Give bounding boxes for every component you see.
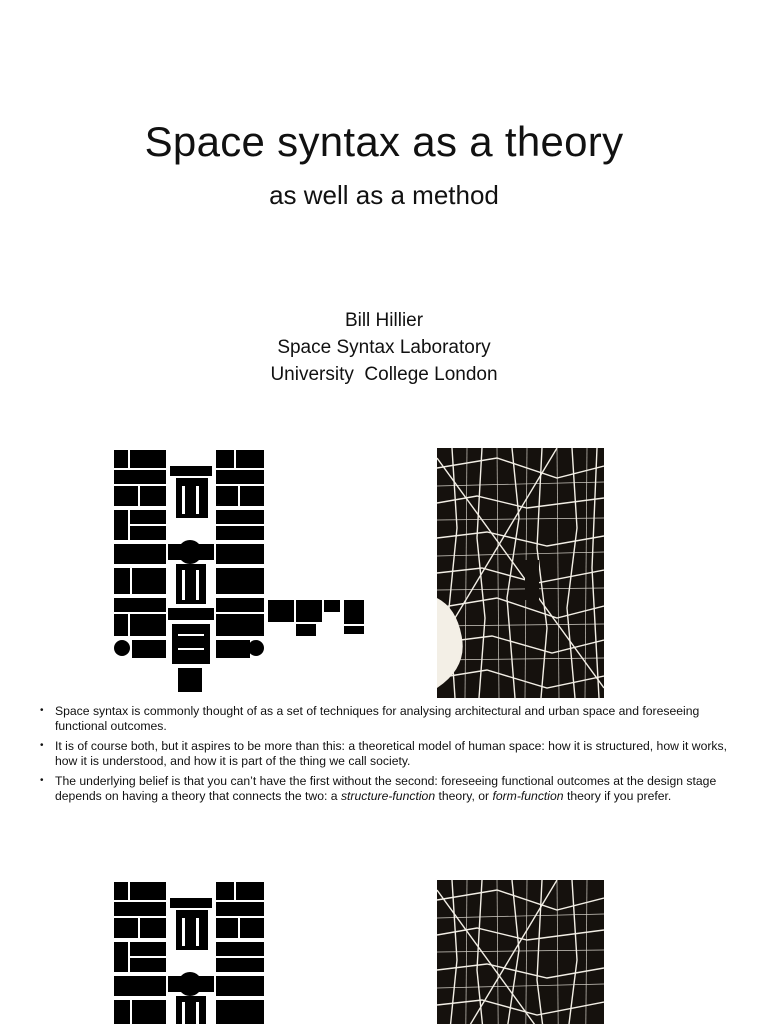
bullet-emphasis-structure-function: structure-function [340, 788, 436, 803]
bullet-item-3 [40, 774, 740, 803]
bullet-item-1 [40, 704, 740, 733]
bullet-glyph: • [40, 775, 44, 786]
author-institution: University College London [270, 364, 498, 385]
bullet-list [40, 704, 740, 809]
author-lab: Space Syntax Laboratory [277, 337, 491, 358]
bullet-glyph: • [40, 705, 44, 716]
building-plan-figure-repeat [112, 880, 366, 1024]
bullet-text-1: Space syntax is commonly thought of as a set of techniques for analysing architectural and urban space and foreseeing functional outcomes. [55, 704, 700, 733]
building-plan-figure [112, 448, 366, 696]
slide-title: Space syntax as a theory [144, 118, 624, 165]
slide-subtitle: as well as a method [269, 180, 499, 210]
bullet-emphasis-form-function: form-function [492, 788, 564, 803]
bullet-text-3c: theory if you prefer. [563, 788, 672, 803]
bullet-text-3b: theory, or [435, 788, 493, 803]
building-plan-image [112, 448, 366, 696]
urban-map-figure-repeat [437, 880, 604, 1024]
urban-map-image-repeat [437, 880, 604, 1024]
urban-map-image [437, 448, 604, 698]
bullet-text-3a: The underlying belief is that you can’t have the first without the second: foreseeing functional outcomes at the design stage depends on having a theory that connects the two: a [55, 774, 717, 803]
urban-map-figure [437, 448, 604, 698]
building-plan-image-repeat [112, 880, 366, 1024]
bullet-item-2 [40, 739, 740, 768]
author-name: Bill Hillier [344, 310, 424, 331]
bullet-glyph: • [40, 740, 44, 751]
bullet-text-2: It is of course both, but it aspires to be more than this: a theoretical model of human space: how it is structured, how it works, how it is understood, and how it is part of the thing we call society. [55, 739, 727, 768]
author-block [0, 307, 768, 388]
